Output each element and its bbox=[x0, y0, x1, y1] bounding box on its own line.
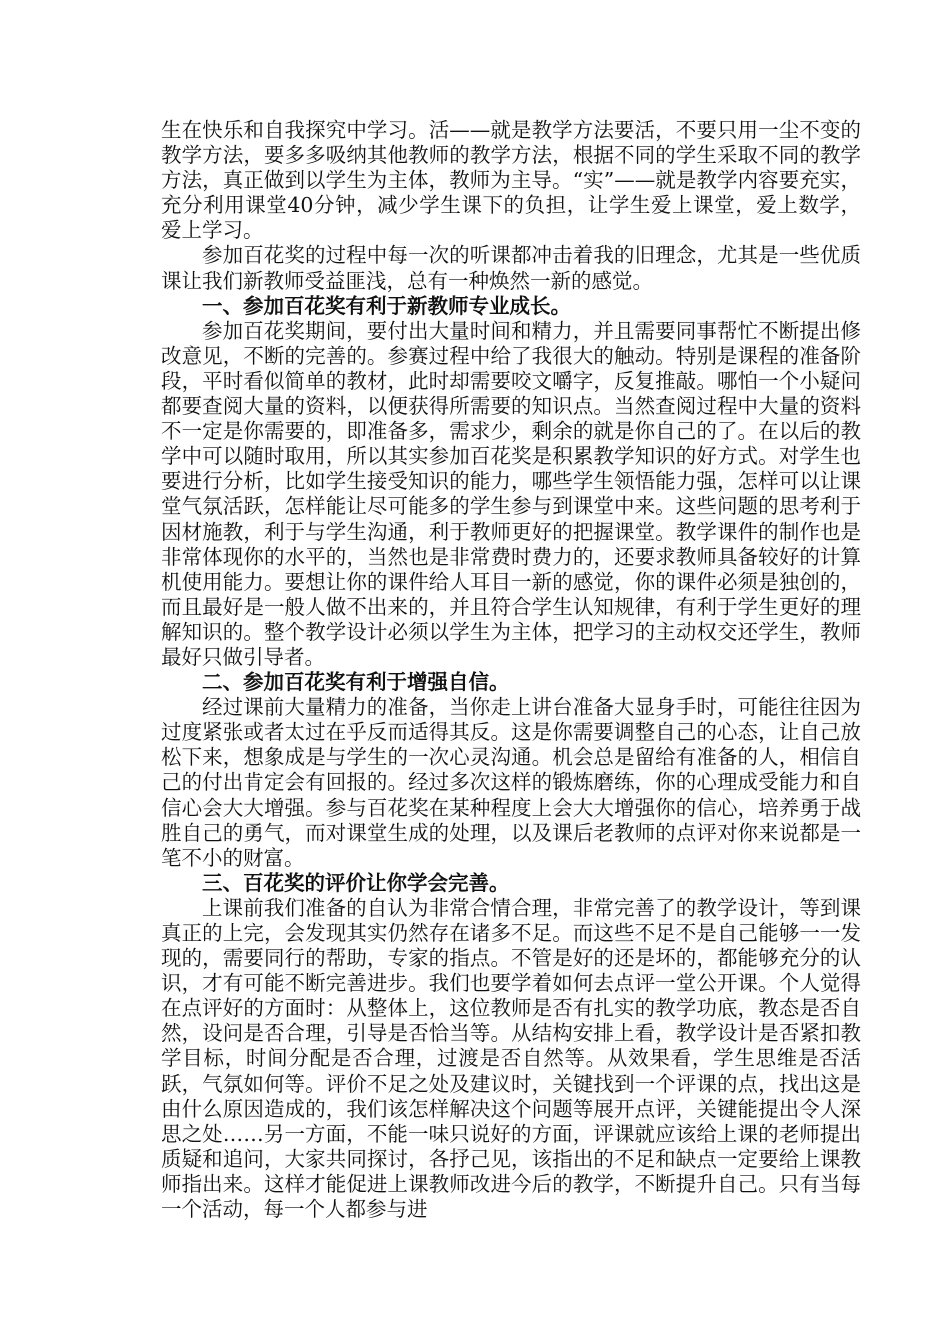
paragraph-section-1-body: 参加百花奖期间，要付出大量时间和精力，并且需要同事帮忙不断提出修改意见，不断的完善的。参赛过程中给了我很大的触动。特别是课程的准备阶段，平时看似简单的教材，此时却需要咬文嚼字，反复推敲。哪怕一个小疑问都要查阅大量的资料，以便获得所需要的知识点。当然查阅过程中大量的资料不一定是你需要的，即准备多，需求少，剩余的就是你自己的了。在以后的教学中可以随时取用，所以其实参加百花奖是积累教学知识的好方式。对学生也要进行分析，比如学生接受知识的能力，哪些学生领悟能力强，怎样可以让课堂气氛活跃，怎样能让尽可能多的学生参与到课堂中来。这些问题的思考利于因材施教，利于与学生沟通，利于教师更好的把握课堂。教学课件的制作也是非常体现你的水平的，当然也是非常费时费力的，还要求教师具备较好的计算机使用能力。要想让你的课件给人耳目一新的感觉，你的课件必须是独创的，而且最好是一般人做不出来的，并且符合学生认知规律，有利于学生更好的理解知识的。整个教学设计必须以学生为主体，把学习的主动权交还学生，教师最好只做引导者。 bbox=[161, 318, 861, 669]
section-heading-2: 二、参加百花奖有利于增强自信。 bbox=[202, 670, 510, 695]
document-body bbox=[161, 118, 861, 1222]
paragraph-listening-experience: 参加百花奖的过程中每一次的听课都冲击着我的旧理念，尤其是一些优质课让我们新教师受益匪浅，总有一种焕然一新的感觉。 bbox=[161, 243, 861, 293]
section-heading-1: 一、参加百花奖有利于新教师专业成长。 bbox=[202, 293, 571, 318]
paragraph-section-3-body: 上课前我们准备的自认为非常合情合理，非常完善了的教学设计，等到课真正的上完，会发现其实仍然存在诸多不足。而这些不足不是自己能够一一发现的，需要同行的帮助，专家的指点。不管是好的还是坏的，都能够充分的认识，才有可能不断完善进步。我们也要学着如何去点评一堂公开课。个人觉得在点评好的方面时：从整体上，这位教师是否有扎实的教学功底，教态是否自然，设问是否合理，引导是否恰当等。从结构安排上看，教学设计是否紧扣教学目标，时间分配是否合理，过渡是否自然等。从效果看，学生思维是否活跃，气氛如何等。评价不足之处及建议时，关键找到一个评课的点，找出这是由什么原因造成的，我们该怎样解决这个问题等展开点评，关键能提出令人深思之处……另一方面，不能一味只说好的方面，评课就应该给上课的老师提出质疑和追问，大家共同探讨，各抒己见，该指出的不足和缺点一定要给上课教师指出来。这样才能促进上课教师改进今后的教学，不断提升自己。只有当每一个活动，每一个人都参与进 bbox=[161, 895, 861, 1222]
section-heading-3: 三、百花奖的评价让你学会完善。 bbox=[202, 870, 510, 895]
paragraph-section-2-body: 经过课前大量精力的准备，当你走上讲台准备大显身手时，可能往往因为过度紧张或者太过在乎反而适得其反。这是你需要调整自己的心态，让自己放松下来，想象成是与学生的一次心灵沟通。机会总是留给有准备的人，相信自己的付出肯定会有回报的。经过多次这样的锻炼磨练，你的心理成受能力和自信心会大大增强。参与百花奖在某种程度上会大大增强你的信心，培养勇于战胜自己的勇气，而对课堂生成的处理，以及课后老教师的点评对你来说都是一笔不小的财富。 bbox=[161, 695, 861, 870]
paragraph-intro-continued: 生在快乐和自我探究中学习。活——就是教学方法要活，不要只用一尘不变的教学方法，要多多吸纳其他教师的教学方法，根据不同的学生采取不同的教学方法，真正做到以学生为主体，教师为主导。“实”——就是教学内容要充实，充分利用课堂40分钟，减少学生课下的负担，让学生爱上课堂，爱上数学，爱上学习。 bbox=[161, 118, 861, 243]
